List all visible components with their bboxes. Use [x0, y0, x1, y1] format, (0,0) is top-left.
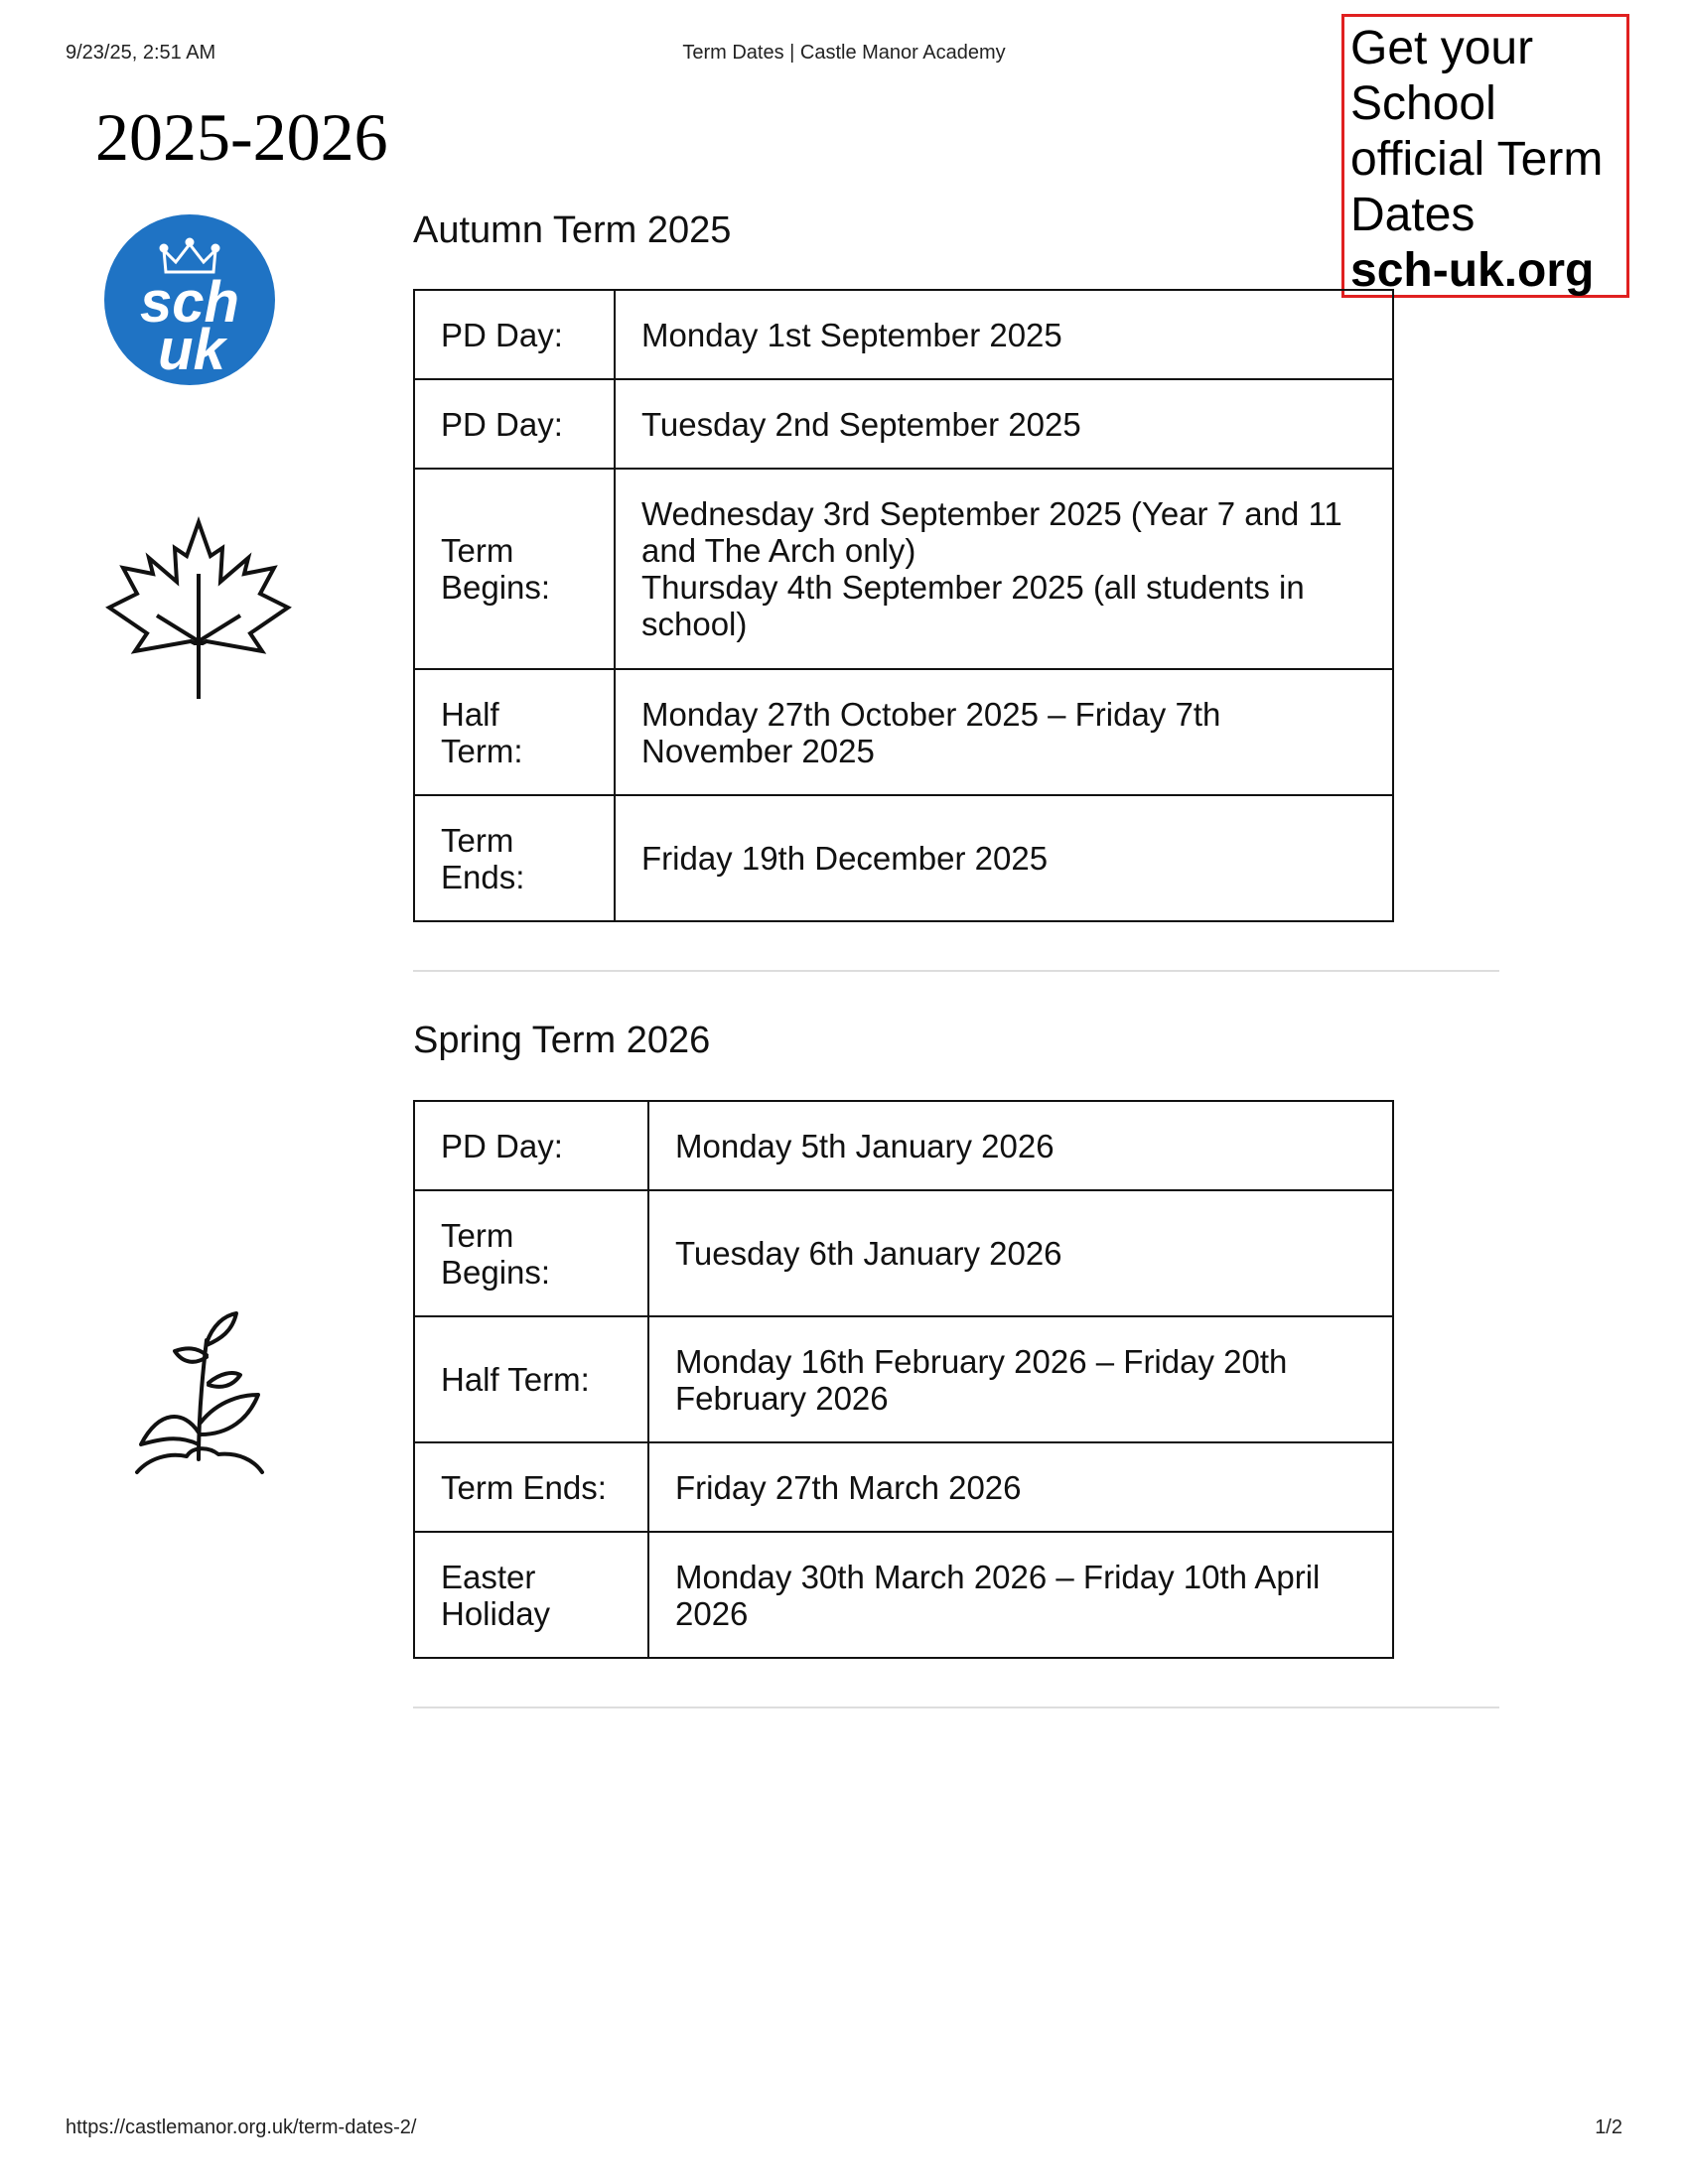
promo-box[interactable]	[1341, 14, 1629, 298]
page-title: 2025-2026	[95, 99, 388, 175]
spring-term-title: Spring Term 2026	[413, 1020, 711, 1061]
logo-text-sch: sch	[140, 270, 239, 335]
row-value	[615, 379, 1393, 469]
autumn-term-table	[413, 289, 1394, 922]
date-line: Friday 27th March 2026	[675, 1468, 1022, 1506]
print-url: https://castlemanor.org.uk/term-dates-2/	[66, 2116, 417, 2138]
table-row	[414, 290, 1393, 379]
seedling-icon	[129, 1296, 268, 1479]
row-label: Term Begins:	[414, 469, 615, 669]
date-line: Monday 30th March 2026 – Friday 10th April 2026	[675, 1558, 1321, 1632]
date-line: Thursday 4th September 2025 (all students in school)	[641, 569, 1305, 642]
row-value	[615, 795, 1393, 921]
row-value	[648, 1101, 1393, 1190]
table-row	[414, 795, 1393, 921]
row-value	[648, 1442, 1393, 1532]
row-value	[648, 1316, 1393, 1442]
row-label: Half Term:	[414, 669, 615, 795]
print-datetime: 9/23/25, 2:51 AM	[66, 42, 216, 64]
row-label: Half Term:	[414, 1316, 648, 1442]
print-page-title: Term Dates | Castle Manor Academy	[682, 42, 1006, 64]
table-row	[414, 669, 1393, 795]
date-line: Monday 5th January 2026	[675, 1127, 1055, 1164]
row-value	[648, 1190, 1393, 1316]
table-row	[414, 1190, 1393, 1316]
row-label: Term Begins:	[414, 1190, 648, 1316]
date-line: Monday 1st September 2025	[641, 316, 1062, 353]
row-label: PD Day:	[414, 1101, 648, 1190]
table-row	[414, 1316, 1393, 1442]
table-row	[414, 1532, 1393, 1658]
row-value	[615, 290, 1393, 379]
date-line: Monday 27th October 2025 – Friday 7th November 2025	[641, 695, 1221, 769]
date-line: Tuesday 6th January 2026	[675, 1235, 1062, 1272]
section-divider	[413, 1706, 1499, 1708]
date-line: Tuesday 2nd September 2025	[641, 405, 1081, 443]
maple-leaf-icon	[99, 516, 298, 705]
row-label: PD Day:	[414, 379, 615, 469]
date-line: Friday 19th December 2025	[641, 840, 1049, 877]
promo-site-link[interactable]: sch-uk.org	[1350, 244, 1595, 297]
row-value	[648, 1532, 1393, 1658]
sch-uk-logo	[102, 212, 277, 387]
spring-term-table	[413, 1100, 1394, 1659]
print-page-number: 1/2	[1595, 2116, 1622, 2138]
date-line: Monday 16th February 2026 – Friday 20th February 2026	[675, 1342, 1288, 1417]
table-row	[414, 379, 1393, 469]
table-row	[414, 1101, 1393, 1190]
row-label: PD Day:	[414, 290, 615, 379]
promo-text: Get your School official Term Dates	[1350, 22, 1604, 241]
row-label: Term Ends:	[414, 795, 615, 921]
row-value	[615, 469, 1393, 669]
table-row	[414, 469, 1393, 669]
date-line: Wednesday 3rd September 2025 (Year 7 and 11 and The Arch only)	[641, 495, 1342, 569]
row-label: Term Ends:	[414, 1442, 648, 1532]
table-row	[414, 1442, 1393, 1532]
autumn-term-title: Autumn Term 2025	[413, 209, 732, 251]
row-value	[615, 669, 1393, 795]
section-divider	[413, 970, 1499, 972]
logo-text-uk: uk	[158, 318, 225, 382]
row-label: Easter Holiday	[414, 1532, 648, 1658]
